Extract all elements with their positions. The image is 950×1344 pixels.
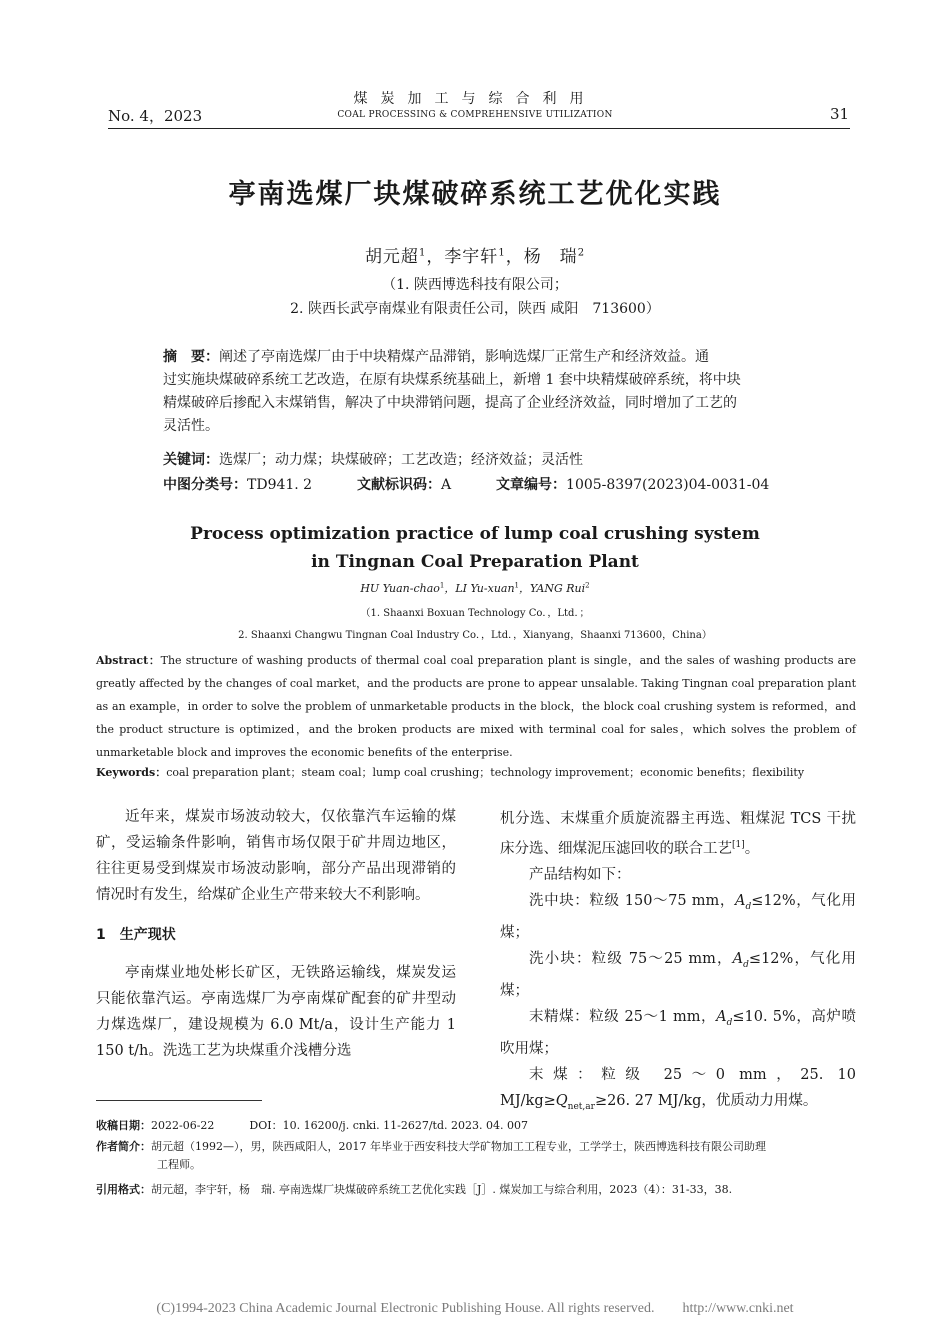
abstract-en: [96, 649, 856, 764]
abstract-cn: [163, 346, 823, 438]
abstract-cn-label: 摘 要：: [163, 349, 219, 365]
reference-marker: [1]: [732, 840, 745, 850]
abstract-en-text: The structure of washing products of thermal coal coal preparation plant is single，and the sales of washing products are greatly affected by the changes of coal market，and the products are prone to appear unsalable. Taking Tingnan coal preparation plant as an example，in order to solve the problem of unmarketable products in the block，the block coal crushing system is reformed，and the product structure is optimized，and the broken products are mixed with terminal coal for sales，which solves the problem of unmarketable block and improves the economic benefits of the enterprise.: [96, 654, 856, 759]
article-number-label: 文章编号：: [496, 477, 567, 493]
clc-value: TD941. 2: [247, 477, 313, 493]
cite-text: 胡元超，李宇轩，杨 瑞. 亭南选煤厂块煤破碎系统工艺优化实践［J］. 煤炭加工与综合利用，2023（4）：31-33，38.: [151, 1183, 733, 1196]
authors-en: [0, 580, 950, 596]
paper-title-en-line: in Tingnan Coal Preparation Plant: [311, 552, 639, 572]
keywords-cn-text: 选煤厂；动力煤；块煤破碎；工艺改造；经济效益；灵活性: [219, 452, 583, 468]
abstract-cn-line: 灵活性。: [163, 418, 219, 434]
bio-text-cont: 工程师。: [157, 1158, 201, 1171]
body-paragraph: 产品结构如下：: [529, 866, 631, 883]
author-separator: ，: [519, 582, 531, 595]
doc-code-label: 文献标识码：: [357, 477, 441, 493]
product-item: 末精煤：粒级 25～1 mm，$A_d\le 10$. 5%，高炉喷吹用煤；: [500, 1008, 856, 1057]
keywords-cn: [163, 449, 843, 469]
section-heading: 1 生产现状: [96, 927, 176, 943]
affiliation-marker: 1: [514, 581, 520, 590]
author-name-en: YANG Rui: [530, 582, 586, 595]
keywords-en-label: Keywords：: [96, 766, 167, 779]
body-right-column: [500, 806, 856, 1119]
affiliation-marker: 2: [577, 247, 586, 259]
abstract-cn-line: 精煤破碎后掺配入末煤销售，解决了中块滞销问题，提高了企业经济效益，同时增加了工艺的: [163, 395, 737, 411]
journal-title-en: COAL PROCESSING & COMPREHENSIVE UTILIZATION: [337, 110, 613, 120]
cite-label: 引用格式：: [96, 1183, 151, 1196]
journal-title-cn: 煤炭加工与综合利用: [353, 91, 597, 107]
bio-label: 作者简介：: [96, 1140, 151, 1153]
author-separator: ，: [505, 247, 524, 267]
copyright-notice: (C)1994-2023 China Academic Journal Electronic Publishing House. All rights reserved. http://www.cnki.net: [156, 1301, 794, 1316]
intro-paragraph: 近年来，煤炭市场波动较大，仅依靠汽车运输的煤矿，受运输条件影响，销售市场仅限于矿井周边地区，往往更易受到煤炭市场波动影响，部分产品出现滞销的情况时有发生，给煤矿企业生产带来较大不利影响。: [96, 809, 456, 903]
author-separator: ，: [426, 247, 445, 267]
footnote-rule: [96, 1100, 262, 1101]
paper-title-cn: 亭南选煤厂块煤破碎系统工艺优化实践: [228, 179, 722, 210]
classification-line: [163, 474, 843, 494]
affiliation-marker: 1: [418, 247, 427, 259]
affiliation-marker: 1: [498, 247, 506, 259]
doi: DOI：10. 16200/j. cnki. 11-2627/td. 2023. 04. 007: [249, 1119, 528, 1132]
author-name-en: HU Yuan-chao: [360, 582, 440, 595]
received-date: 2022-06-22: [151, 1119, 215, 1132]
author-bio: [96, 1138, 856, 1174]
affiliation-en-line: 2. Shaanxi Changwu Tingnan Coal Industry Co．，Ltd．，Xianyang，Shaanxi 713600，China）: [238, 630, 712, 641]
keywords-en-text: coal preparation plant；steam coal；lump coal crushing；technology improvement；economic benefits；flexibility: [166, 766, 805, 779]
affiliation-marker: 1: [439, 581, 445, 590]
keywords-en: [96, 761, 856, 784]
authors-cn: [0, 242, 950, 267]
received-date-line: [96, 1117, 856, 1135]
author-name: 杨 瑞: [523, 247, 578, 267]
product-item: 末煤：粒级 25～0 mm，25. 10 $MJ/kg\ge Q_{net,ar}\ge 26$. 27 MJ/kg，优质动力用煤。: [500, 1066, 856, 1112]
received-label: 收稿日期：: [96, 1119, 151, 1132]
affiliation-cn-line: （1. 陕西博选科技有限公司；: [382, 277, 568, 293]
product-item: 洗中块：粒级 150～75 mm，$A_d\le 12\%$，气化用煤；: [500, 892, 856, 941]
paper-title-en-line: Process optimization practice of lump coal crushing system: [190, 524, 760, 544]
affiliation-cn-line: 2. 陕西长武亭南煤业有限责任公司，陕西 咸阳 713600）: [290, 301, 660, 317]
keywords-cn-label: 关键词：: [163, 452, 219, 468]
body-paragraph: 机分选、末煤重介质旋流器主再选、粗煤泥 TCS 干扰床分选、细煤泥压滤回收的联合工艺[1]。: [500, 811, 856, 857]
affiliation-en-line: （1. Shaanxi Boxuan Technology Co．，Ltd．；: [360, 608, 590, 619]
abstract-cn-line: 过实施块煤破碎系统工艺改造，在原有块煤系统基础上，新增 1 套中块精煤破碎系统，将中块: [163, 372, 741, 388]
body-left-column: [96, 804, 456, 1064]
abstract-cn-line: 摘 要：阐述了亭南选煤厂由于中块精煤产品滞销，影响选煤厂正常生产和经济效益。通: [163, 349, 709, 365]
bio-text: 胡元超（1992—），男，陕西咸阳人，2017 年毕业于西安科技大学矿物加工工程专业，工学学士，陕西博选科技有限公司助理: [151, 1140, 766, 1153]
body-paragraph: 亭南煤业地处彬长矿区，无铁路运输线，煤炭发运只能依靠汽运。亭南选煤厂为亭南煤矿配套的矿井型动力煤选煤厂，建设规模为 6.0 Mt/a，设计生产能力 1 150 t/h。洗选工艺为块煤重介浅槽分选: [96, 965, 456, 1059]
issue-number: No. 4，2023: [108, 107, 203, 125]
affiliation-marker: 2: [585, 581, 590, 590]
author-name: 胡元超: [364, 247, 419, 267]
header-rule: [108, 128, 850, 129]
article-number-value: 1005-8397(2023)04-0031-04: [566, 477, 770, 493]
doc-code-value: A: [441, 477, 452, 493]
author-name-en: LI Yu-xuan: [455, 582, 515, 595]
citation-line: [96, 1181, 856, 1199]
page-number: 31: [830, 105, 850, 123]
clc-label: 中图分类号：: [163, 477, 247, 493]
author-name: 李宇轩: [444, 247, 499, 267]
product-item: 洗小块：粒级 75～25 mm，$A_d\le 12\%$，气化用煤；: [500, 950, 856, 999]
abstract-en-label: Abstract：: [96, 654, 161, 667]
author-separator: ，: [444, 582, 456, 595]
